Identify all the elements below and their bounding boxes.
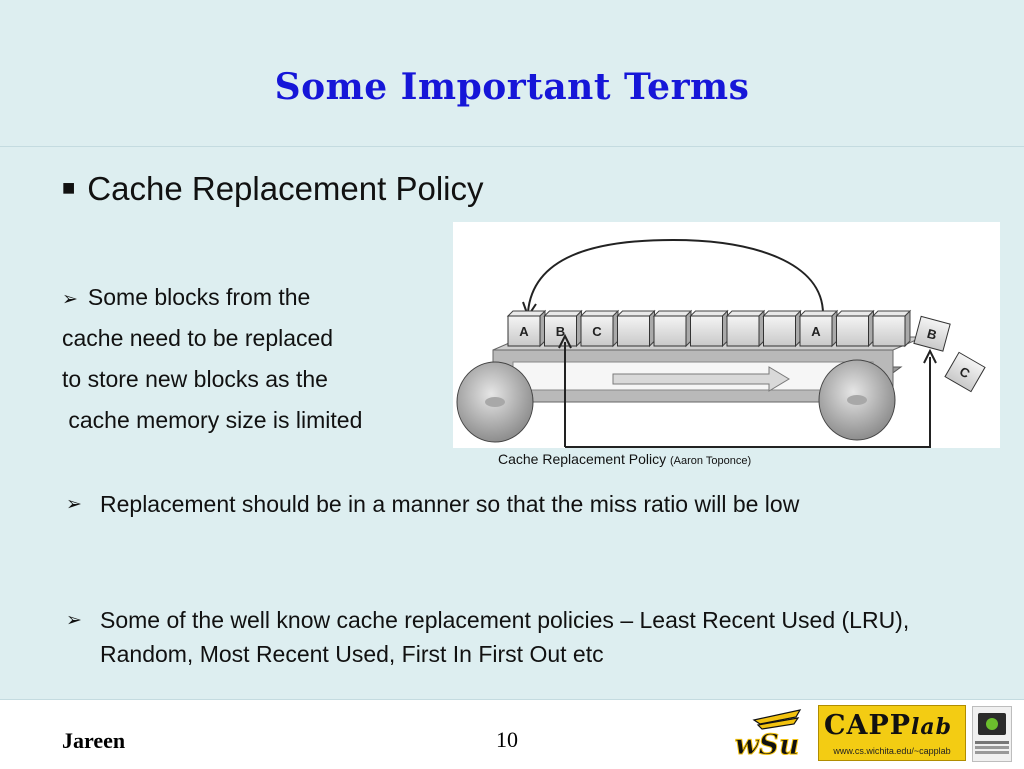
sub-line-text: Some blocks from the	[87, 284, 311, 310]
cache-block	[800, 311, 837, 346]
conveyor-diagram	[453, 222, 1000, 448]
cache-replacement-figure	[453, 222, 1000, 448]
sub-line-3: to store new blocks as the	[62, 366, 328, 392]
sub-line-1	[62, 284, 310, 311]
sub-line-2: cache need to be replaced	[62, 325, 334, 351]
figure-caption	[498, 451, 751, 467]
block-label: A	[811, 324, 821, 339]
bullet-policies	[66, 603, 946, 671]
block-label: B	[555, 324, 566, 339]
main-bullet	[62, 170, 484, 208]
capp-logo-suffix: lab	[911, 714, 953, 740]
wsu-logo	[724, 704, 810, 764]
bullet-replacement	[66, 487, 946, 521]
main-bullet-text: Cache Replacement Policy	[87, 170, 484, 207]
right-roller	[819, 360, 895, 440]
wsu-logo-text: wSu	[734, 728, 800, 761]
block-label: C	[956, 363, 973, 382]
evicted-block-c	[945, 352, 985, 391]
cache-block	[837, 311, 874, 346]
title-band	[0, 0, 1024, 147]
nvidia-eye-icon	[978, 713, 1006, 735]
sub-line-4: cache memory size is limited	[62, 407, 363, 433]
cache-block	[618, 311, 655, 346]
arrow-bullet-icon: ➢	[62, 289, 78, 310]
capp-logo-url: www.cs.wichita.edu/~capplab	[833, 746, 951, 756]
arrow-bullet-icon: ➢	[66, 494, 82, 515]
bullet-text: Replacement should be in a manner so that the miss ratio will be low	[100, 491, 800, 517]
caption-credit: (Aaron Toponce)	[669, 455, 752, 467]
slide-footer	[0, 699, 1024, 769]
bullet-text: Some of the well know cache replacement policies – Least Recent Used (LRU), Random, Most Recent Used, First In First Out etc	[100, 607, 910, 667]
page-number: 10	[496, 727, 518, 752]
arrow-bullet-icon: ➢	[66, 610, 82, 631]
cache-block	[727, 311, 764, 346]
capp-logo-text: CAPP	[824, 710, 912, 741]
evicted-block-b	[914, 316, 950, 351]
left-roller	[457, 362, 533, 442]
cache-block	[691, 311, 728, 346]
block-label: C	[592, 324, 602, 339]
caption-text: Cache Replacement Policy	[498, 451, 667, 467]
capp-lab-logo	[818, 705, 966, 761]
cache-block	[654, 311, 691, 346]
slide-title: Some Important Terms	[274, 66, 750, 108]
nvidia-badge-text	[975, 741, 1009, 744]
block-label: B	[925, 325, 939, 343]
cache-block	[508, 311, 545, 346]
square-bullet-icon: ■	[62, 175, 76, 200]
cache-block	[764, 311, 801, 346]
nvidia-logo	[972, 706, 1012, 762]
author-name: Jareen	[62, 728, 126, 753]
cache-block	[873, 311, 910, 346]
block-label: A	[519, 324, 529, 339]
capp-logo-word	[824, 710, 952, 741]
cache-block	[581, 311, 618, 346]
